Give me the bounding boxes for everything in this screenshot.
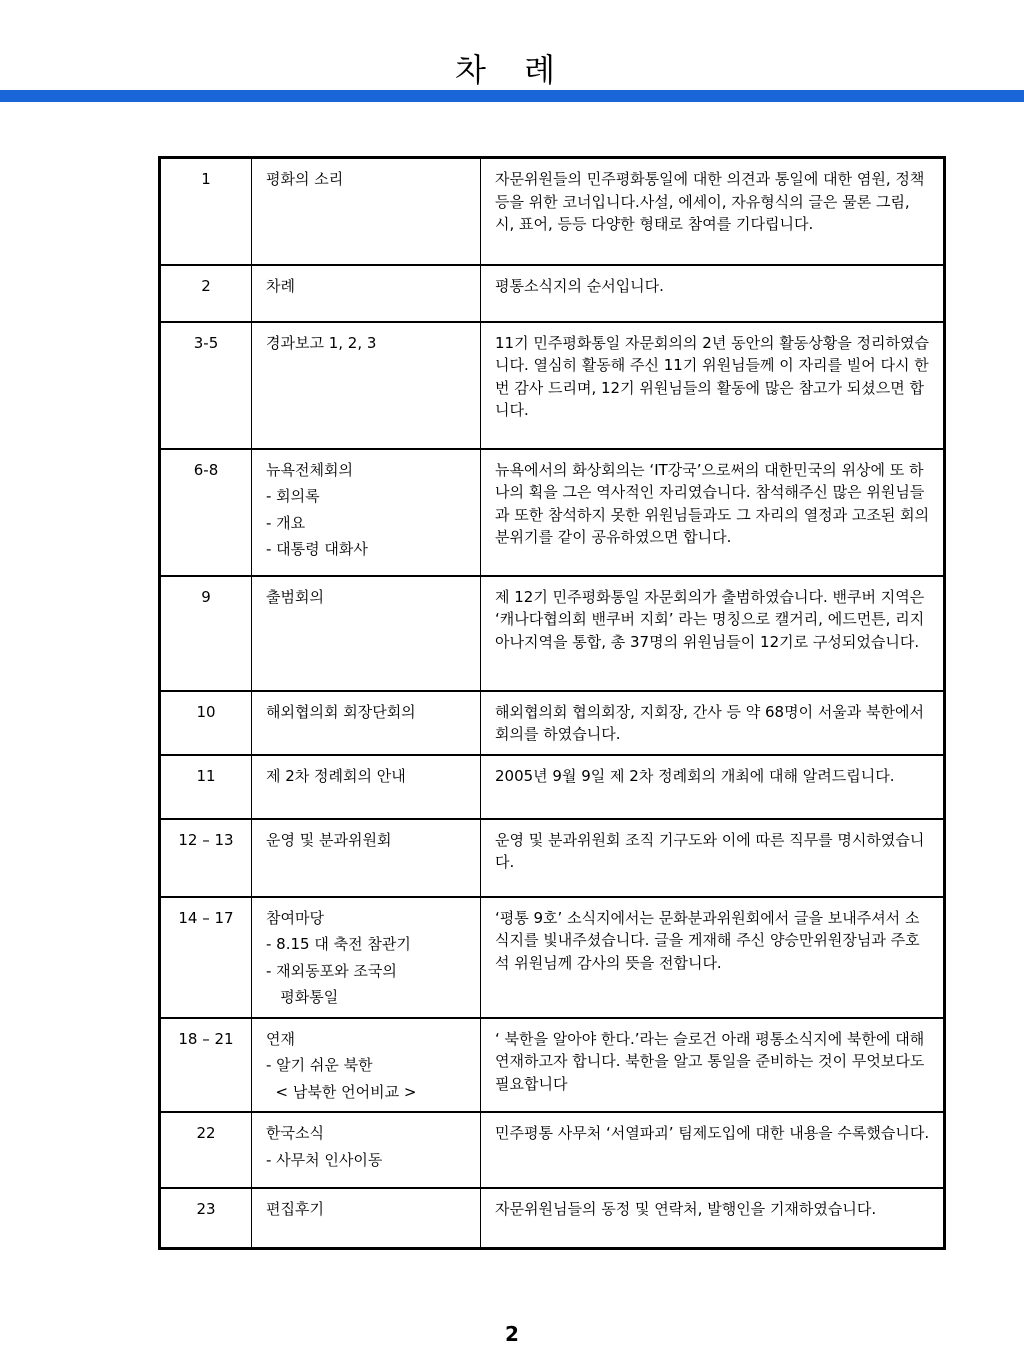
toc-row [160, 897, 945, 1018]
toc-description: 평통소식지의 순서입니다. [481, 265, 945, 322]
toc-section-title: 평화의 소리 [266, 170, 344, 188]
toc-body [160, 158, 945, 1249]
toc-section-cell [252, 1188, 481, 1248]
toc-subsection: - 회의록 [266, 487, 320, 505]
toc-row [160, 691, 945, 755]
toc-page-number: 2 [160, 265, 252, 322]
toc-row [160, 265, 945, 322]
toc-subsection: - 알기 쉬운 북한 [266, 1056, 373, 1074]
toc-section-title: 운영 및 분과위원회 [266, 830, 392, 849]
title-underline-bar [0, 90, 1024, 102]
toc-page-number: 10 [160, 691, 252, 755]
toc-row [160, 158, 945, 265]
page-number: 2 [505, 1322, 519, 1346]
toc-section-cell [252, 1018, 481, 1113]
toc-row [160, 819, 945, 897]
toc-section-title: 차례 [266, 276, 295, 295]
toc-description: 제 12기 민주평화통일 자문회의가 출범하였습니다. 밴쿠버 지역은 ‘캐나다협의회 밴쿠버 지회’ 라는 명칭으로 캘거리, 에드먼튼, 리지아나지역을 통합, 총 37명의 위원님들이 12기로 구성되었습니다. [481, 576, 945, 691]
toc-subsection: < 남북한 언어비교 > [266, 1082, 417, 1101]
toc-subsection: - 개요 [266, 513, 306, 532]
table-of-contents [158, 156, 946, 1250]
toc-page-number: 14 – 17 [160, 897, 252, 1018]
toc-page-number: 23 [160, 1188, 252, 1248]
toc-section-title: 제 2차 정례회의 안내 [266, 766, 406, 785]
toc-row [160, 1188, 945, 1248]
toc-page-number: 1 [160, 158, 252, 265]
toc-page-number: 22 [160, 1112, 252, 1188]
toc-section-cell [252, 755, 481, 819]
toc-section-cell [252, 158, 481, 265]
toc-section-cell [252, 1112, 481, 1188]
toc-section-title: 연재 [266, 1029, 295, 1048]
toc-row [160, 755, 945, 819]
toc-row [160, 1112, 945, 1188]
toc-description: 자문위원님들의 동정 및 연락처, 발행인을 기재하였습니다. [481, 1188, 945, 1248]
toc-section-title: 출범회의 [266, 587, 324, 606]
toc-description: 2005년 9월 9일 제 2차 정례회의 개최에 대해 알려드립니다. [481, 755, 945, 819]
toc-subsection: - 사무처 인사이동 [266, 1150, 383, 1169]
toc-subsection: 평화통일 [266, 988, 339, 1006]
toc-page-number: 11 [160, 755, 252, 819]
toc-description: ‘평통 9호’ 소식지에서는 문화분과위원회에서 글을 보내주셔서 소식지를 빛내주셨습니다. 글을 게재해 주신 양승만위원장님과 주호석 위원님께 감사의 뜻을 전합니다. [481, 897, 945, 1018]
toc-section-cell [252, 449, 481, 576]
toc-section-title: 경과보고 1, 2, 3 [266, 333, 377, 352]
toc-description: 민주평통 사무처 ‘서열파괴’ 팀제도입에 대한 내용을 수록했습니다. [481, 1112, 945, 1188]
toc-page-number: 12 – 13 [160, 819, 252, 897]
toc-row [160, 322, 945, 449]
toc-page-number: 9 [160, 576, 252, 691]
toc-subsection: - 재외동포와 조국의 [266, 961, 397, 980]
toc-page-number: 6-8 [160, 449, 252, 576]
toc-description: 뉴욕에서의 화상회의는 ‘IT강국’으로써의 대한민국의 위상에 또 하나의 획을 그은 역사적인 자리였습니다. 참석해주신 많은 위원님들과 또한 참석하지 못한 위원님들과도 그 자리의 열정과 고조된 회의 분위기를 같이 공유하였으면 합니다. [481, 449, 945, 576]
toc-description: 운영 및 분과위원회 조직 기구도와 이에 따른 직무를 명시하였습니다. [481, 819, 945, 897]
toc-subsection: - 8.15 대 축전 참관기 [266, 935, 411, 953]
toc-row [160, 1018, 945, 1113]
toc-section-cell [252, 265, 481, 322]
page-title: 차 례 [455, 51, 569, 89]
toc-section-cell [252, 322, 481, 449]
toc-section-cell [252, 691, 481, 755]
toc-page-number: 18 – 21 [160, 1018, 252, 1113]
toc-page-number: 3-5 [160, 322, 252, 449]
toc-description: ‘ 북한을 알아야 한다.’라는 슬로건 아래 평통소식지에 북한에 대해 연재하고자 합니다. 북한을 알고 통일을 준비하는 것이 무엇보다도 필요합니다 [481, 1018, 945, 1113]
toc-section-title: 참여마당 [266, 908, 324, 927]
toc-row [160, 576, 945, 691]
toc-description: 해외협의회 협의회장, 지회장, 간사 등 약 68명이 서울과 북한에서 회의를 하였습니다. [481, 691, 945, 755]
toc-description: 자문위원들의 민주평화통일에 대한 의견과 통일에 대한 염원, 정책 등을 위한 코너입니다.사설, 에세이, 자유형식의 글은 물론 그림, 시, 표어, 등등 다양한 형태로 참여를 기다립니다. [481, 158, 945, 265]
toc-section-title: 편집후기 [266, 1200, 324, 1218]
toc-subsection: - 대통령 대화사 [266, 540, 368, 558]
toc-description: 11기 민주평화통일 자문회의의 2년 동안의 활동상황을 정리하였습니다. 열심히 활동해 주신 11기 위원님들께 이 자리를 빌어 다시 한번 감사 드리며, 12기 위원님들의 활동에 많은 참고가 되셨으면 합니다. [481, 322, 945, 449]
toc-row [160, 449, 945, 576]
toc-section-title: 한국소식 [266, 1124, 324, 1142]
toc-section-title: 해외협의회 회장단회의 [266, 702, 416, 721]
toc-section-title: 뉴욕전체회의 [266, 460, 353, 479]
toc-section-cell [252, 576, 481, 691]
toc-section-cell [252, 819, 481, 897]
toc-section-cell [252, 897, 481, 1018]
